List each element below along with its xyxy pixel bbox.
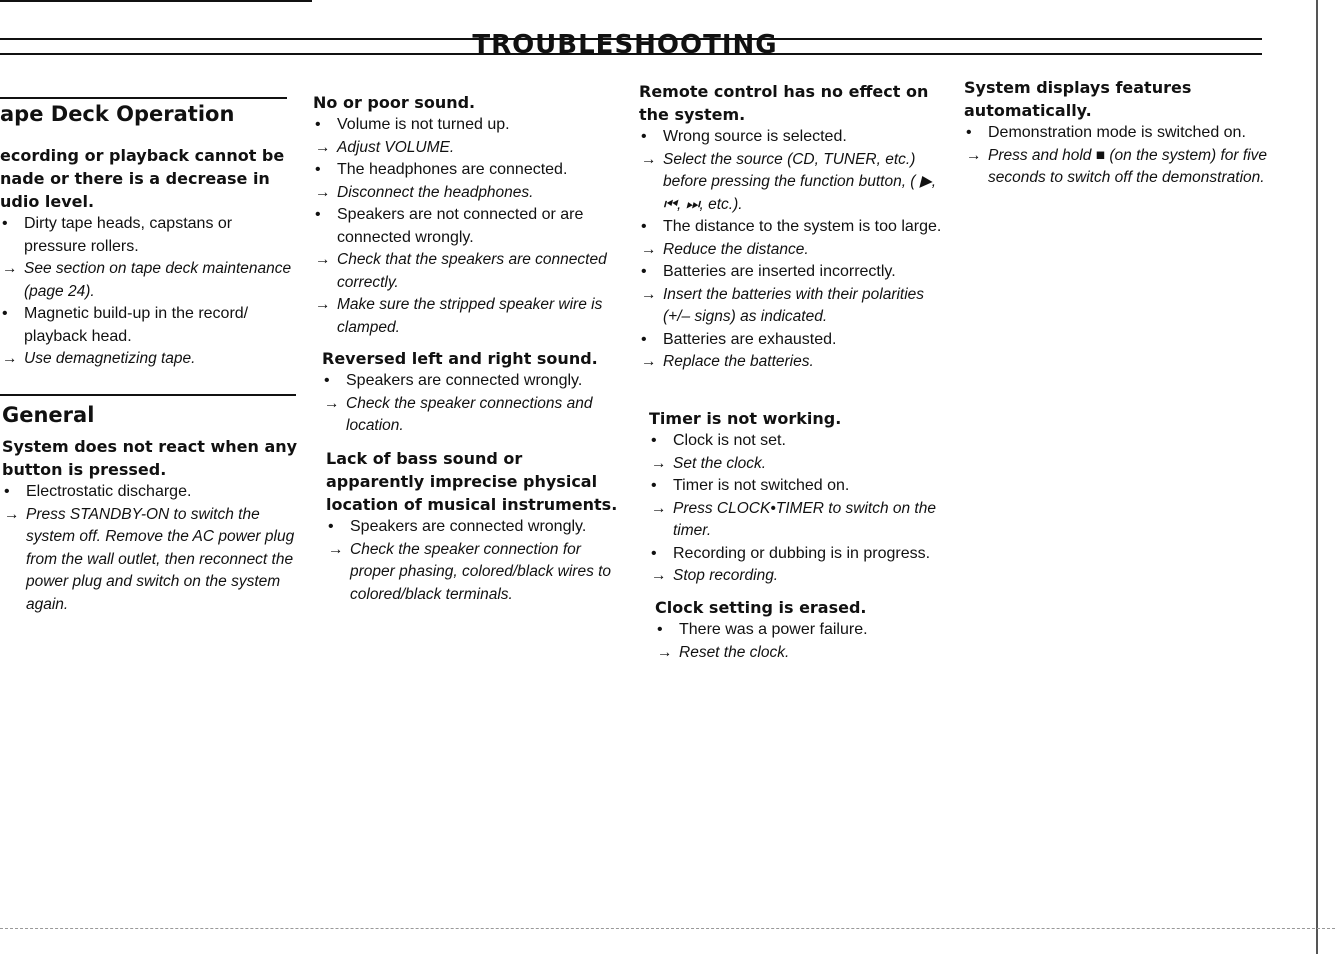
- arrow-icon: [315, 182, 333, 205]
- col2-block2: [322, 347, 622, 438]
- reversed-sound-items: [322, 370, 622, 438]
- tape-items: [0, 213, 298, 371]
- cause-item: [322, 370, 622, 393]
- item-text: Check that the speakers are connected correctly.: [337, 251, 607, 291]
- general-items: [2, 481, 300, 616]
- general-section-rule: [0, 394, 296, 396]
- col3-block3: [655, 596, 955, 664]
- arrow-icon: [2, 348, 20, 371]
- remedy-item: [313, 137, 623, 160]
- timer-items: [649, 430, 954, 588]
- item-text: Reset the clock.: [679, 643, 790, 661]
- bullet-icon: [651, 543, 669, 566]
- item-text: Speakers are connected wrongly.: [350, 518, 587, 535]
- clock-question: Clock setting is erased.: [655, 598, 867, 617]
- col2-block1: [313, 91, 623, 339]
- page-title: TROUBLESHOOTING: [472, 30, 778, 60]
- col2-block3: [326, 447, 626, 606]
- remedy-item: [649, 565, 954, 588]
- item-text: Check the speaker connections and location.: [346, 394, 593, 434]
- no-sound-question: No or poor sound.: [313, 93, 476, 112]
- col3-block2: [649, 407, 954, 588]
- cause-item: [639, 216, 949, 239]
- cause-item: [655, 619, 955, 642]
- bullet-icon: [966, 122, 984, 145]
- cause-item: [649, 543, 954, 566]
- bass-question: Lack of bass sound or apparently imprecise physical location of musical instruments.: [326, 449, 618, 514]
- item-text: The distance to the system is too large.: [663, 218, 942, 235]
- item-text: Batteries are exhausted.: [663, 330, 837, 348]
- item-text: Press CLOCK•TIMER to switch on the timer.: [673, 499, 936, 539]
- remedy-item: [322, 393, 622, 438]
- remedy-item: [649, 498, 954, 543]
- tape-section-rule: [0, 97, 287, 99]
- general-question: System does not react when any button is pressed.: [2, 437, 298, 479]
- general-heading: General: [2, 403, 95, 427]
- cause-item: [313, 204, 623, 249]
- bullet-icon: [328, 516, 346, 539]
- item-text: Batteries are inserted incorrectly.: [663, 263, 896, 280]
- demo-question: System displays features automatically.: [964, 78, 1192, 120]
- item-text: There was a power failure.: [679, 621, 868, 638]
- arrow-icon: [324, 393, 342, 416]
- item-text: Set the clock.: [673, 454, 767, 472]
- cause-item: [0, 213, 298, 258]
- item-text: The headphones are connected.: [337, 161, 568, 178]
- col3-block1: [639, 80, 949, 374]
- remedy-item: [655, 642, 955, 665]
- arrow-icon: [641, 351, 659, 374]
- item-text: Adjust VOLUME.: [337, 138, 455, 156]
- item-text: Speakers are connected wrongly.: [346, 372, 583, 389]
- item-text: See section on tape deck maintenance (page 24).: [24, 260, 292, 300]
- bullet-icon: [315, 204, 333, 227]
- reversed-sound-question: Reversed left and right sound.: [322, 349, 598, 368]
- remedy-item: [639, 149, 949, 217]
- bullet-icon: [641, 126, 659, 149]
- item-text: Check the speaker connection for proper phasing, colored/black wires to colored/black terminals.: [350, 540, 612, 603]
- bullet-icon: [641, 216, 659, 239]
- bullet-icon: [315, 114, 333, 137]
- arrow-icon: [641, 149, 659, 172]
- cause-item: [964, 122, 1269, 145]
- bullet-icon: [324, 370, 342, 393]
- arrow-icon: [4, 504, 22, 527]
- tape-question: ecording or playback cannot be nade or there is a decrease in udio level.: [0, 146, 285, 211]
- bullet-icon: [2, 213, 20, 236]
- arrow-icon: [651, 498, 669, 521]
- item-text: Replace the batteries.: [663, 353, 814, 370]
- top-left-rule: [0, 0, 312, 2]
- bullet-icon: [657, 619, 675, 642]
- bullet-icon: [651, 430, 669, 453]
- remedy-item: [964, 145, 1269, 190]
- bottom-dash-line: [0, 928, 1335, 929]
- item-text: Make sure the stripped speaker wire is clamped.: [337, 296, 603, 336]
- item-text: Magnetic build-up in the record/ playback head.: [24, 305, 249, 345]
- remedy-item: [0, 258, 298, 303]
- right-edge-rule: [1316, 0, 1318, 954]
- item-text: Demonstration mode is switched on.: [988, 124, 1246, 141]
- remedy-item: [649, 453, 954, 476]
- cause-item: [313, 114, 623, 137]
- remedy-item: [2, 504, 300, 617]
- arrow-icon: [2, 258, 20, 281]
- cause-item: [649, 475, 954, 498]
- remote-items: [639, 126, 949, 374]
- item-text: Disconnect the headphones.: [337, 183, 534, 201]
- tape-deck-section: [0, 102, 298, 371]
- item-text: Electrostatic discharge.: [26, 483, 192, 500]
- arrow-icon: [657, 642, 675, 665]
- clock-items: [655, 619, 955, 664]
- item-text: Select the source (CD, TUNER, etc.) before pressing the function button, ( ▶, ⏮, ⏭, etc.).: [663, 150, 936, 213]
- remedy-item: [313, 182, 623, 205]
- timer-question: Timer is not working.: [649, 409, 842, 428]
- item-text: Reduce the distance.: [663, 240, 809, 258]
- remedy-item: [313, 249, 623, 294]
- item-text: Clock is not set.: [673, 432, 786, 449]
- bullet-icon: [2, 303, 20, 326]
- arrow-icon: [328, 539, 346, 562]
- arrow-icon: [651, 453, 669, 476]
- remedy-item: [639, 284, 949, 329]
- remedy-item: [639, 239, 949, 262]
- item-text: Press STANDBY-ON to switch the system off. Remove the AC power plug from the wall outlet, then reconnect the power plug and switch on the system again.: [26, 505, 295, 613]
- item-text: Press and hold ■ (on the system) for five seconds to switch off the demonstration.: [988, 146, 1268, 186]
- bullet-icon: [315, 159, 333, 182]
- cause-item: [2, 481, 300, 504]
- cause-item: [0, 303, 298, 348]
- bullet-icon: [641, 329, 659, 352]
- general-section: [2, 403, 300, 616]
- cause-item: [313, 159, 623, 182]
- cause-item: [639, 126, 949, 149]
- remedy-item: [0, 348, 298, 371]
- arrow-icon: [966, 145, 984, 168]
- arrow-icon: [651, 565, 669, 588]
- tape-deck-heading: ape Deck Operation: [0, 102, 235, 126]
- cause-item: [326, 516, 626, 539]
- col4-block1: [964, 76, 1269, 190]
- item-text: Stop recording.: [673, 567, 779, 584]
- remedy-item: [326, 539, 626, 607]
- item-text: Wrong source is selected.: [663, 128, 847, 145]
- bullet-icon: [651, 475, 669, 498]
- cause-item: [639, 261, 949, 284]
- item-text: Insert the batteries with their polarities (+/– signs) as indicated.: [663, 285, 925, 325]
- cause-item: [649, 430, 954, 453]
- bass-items: [326, 516, 626, 606]
- arrow-icon: [641, 284, 659, 307]
- arrow-icon: [315, 137, 333, 160]
- item-text: Dirty tape heads, capstans or pressure rollers.: [24, 215, 233, 255]
- item-text: Recording or dubbing is in progress.: [673, 544, 931, 562]
- no-sound-items: [313, 114, 623, 339]
- remote-question: Remote control has no effect on the system.: [639, 82, 929, 124]
- item-text: Volume is not turned up.: [337, 116, 510, 133]
- demo-items: [964, 122, 1269, 190]
- bullet-icon: [4, 481, 22, 504]
- item-text: Use demagnetizing tape.: [24, 350, 196, 367]
- remedy-item: [313, 294, 623, 339]
- cause-item: [639, 329, 949, 352]
- bullet-icon: [641, 261, 659, 284]
- arrow-icon: [315, 249, 333, 272]
- remedy-item: [639, 351, 949, 374]
- item-text: Speakers are not connected or are connected wrongly.: [337, 206, 584, 246]
- arrow-icon: [641, 239, 659, 262]
- arrow-icon: [315, 294, 333, 317]
- item-text: Timer is not switched on.: [673, 477, 850, 494]
